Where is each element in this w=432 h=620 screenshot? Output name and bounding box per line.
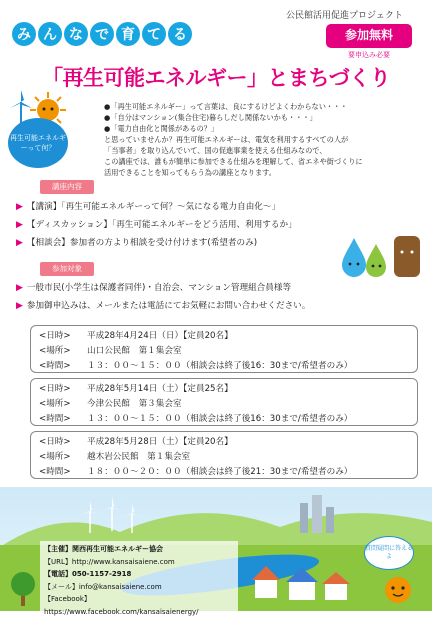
activity-item: ▶ 【ディスカッション】「再生可能エネルギーをどう活用、利用するか」 (16, 220, 297, 230)
project-name: 公民館活用促進プロジェクト (286, 11, 403, 21)
session-date: 平成28年4月24日（日）【定員20名】 (87, 331, 233, 341)
organizer-line: 【電話】050-1157-2918 (44, 570, 132, 578)
intro-line: と思っていませんか？再生可能エネルギーは、電気を利用するすべての人が (104, 135, 349, 144)
intro-bubble: 再生可能エネルギーって何？ (8, 118, 68, 168)
activity-item: ▶ 【相談会】参加者の方より相談を受け付けます(希望者のみ) (16, 238, 258, 248)
session-time-key: <時間> (39, 361, 71, 371)
triangle-bullet-icon: ▶ (16, 202, 23, 212)
intro-line: ●「自分はマンション(集合住宅)暮らしだし関係ないかも・・・」 (104, 113, 317, 122)
session-date-key: <日時> (39, 437, 71, 447)
intro-line: ●「再生可能エネルギー」って言葉は、良にするけどよくわからない・・・ (104, 102, 348, 111)
title-circle: ん (38, 22, 62, 46)
session-date-key: <日時> (39, 384, 71, 394)
organizer-line: 【Facebook】https://www.facebook.com/kansaisaienergy/ (44, 595, 199, 616)
session-place-key: <場所> (39, 452, 71, 462)
targets-heading: 参加対象 (40, 262, 94, 276)
organizer-info (40, 541, 238, 620)
title-circle: て (142, 22, 166, 46)
free-badge: 参加無料 (326, 24, 412, 48)
session-place-key: <場所> (39, 346, 71, 356)
session-time-key: <時間> (39, 467, 71, 477)
session-place: 今津公民館 第３集会室 (87, 399, 182, 409)
intro-line: ●「電力自由化と関係があるの？」 (104, 124, 219, 133)
triangle-bullet-icon: ▶ (16, 238, 23, 248)
intro-line: この講座では、誰もが簡単に参加できる仕組みを理解して、省エネや街づくりに (104, 157, 363, 166)
session-time-key: <時間> (39, 414, 71, 424)
target-item: ▶ 一般市民(小学生は保護者同伴)・自治会、マンション管理組合員様等 (16, 283, 292, 293)
organizer-line: 【メール】info@kansaisaiene.com (44, 582, 162, 591)
session-date-key: <日時> (39, 331, 71, 341)
triangle-bullet-icon: ▶ (16, 283, 23, 293)
organizer-line: 【主催】関西再生可能エネルギー協会 (44, 545, 163, 553)
free-badge-sub: 要申込み必要 (348, 51, 390, 59)
session-place-key: <場所> (39, 399, 71, 409)
title-circle: み (12, 22, 36, 46)
title-circle: 育 (116, 22, 140, 46)
targets-list (16, 279, 310, 315)
session-date: 平成28年5月14日（土）【定員25名】 (87, 384, 233, 394)
session-time: １３：００～１５：００（相談会は終了後16：30まで/希望者のみ） (87, 361, 353, 371)
hills-windmills-icon (0, 487, 432, 547)
activities-heading: 講座内容 (40, 180, 94, 194)
houses-icon (252, 560, 352, 606)
activity-item: ▶ 【講演】「再生可能エネルギーって何？～気になる電力自由化～」 (16, 202, 281, 212)
tree-icon (8, 568, 38, 606)
session-time: １８：００～２０：００（相談会は終了後21：30まで/希望者のみ） (87, 467, 353, 477)
intro-text (104, 101, 422, 178)
session-place: 越木岩公民館 第１集会室 (87, 452, 191, 462)
session-box (30, 325, 418, 373)
triangle-bullet-icon: ▶ (16, 220, 23, 230)
session-date: 平成28年5月28日（土）【定員20名】 (87, 437, 233, 447)
qa-bubble: 質問疑問に答えるよ (364, 536, 414, 570)
main-title: 「再生可能エネルギー」とまちづくり (42, 66, 391, 90)
session-time: １３：００～１５：００（相談会は終了後16：30まで/希望者のみ） (87, 414, 353, 424)
title-circle: る (168, 22, 192, 46)
target-item: ▶ 参加御申込みは、メールまたは電話にてお気軽にお問い合わせください。 (16, 301, 311, 311)
session-box (30, 431, 418, 479)
title-circles (12, 22, 192, 46)
intro-line: 「当事者」を取り込んでいて、国の促進事業を使える仕組みなので、 (104, 146, 327, 155)
session-place: 山口公民館 第１集会室 (87, 346, 182, 356)
activities-list (16, 198, 297, 252)
intro-line: 活用できることを知ってもらう為の講座となります。 (104, 168, 276, 177)
title-circle: で (90, 22, 114, 46)
title-circle: な (64, 22, 88, 46)
sun-character-small-icon (378, 572, 418, 608)
drop-characters-icon (340, 232, 426, 278)
triangle-bullet-icon: ▶ (16, 301, 23, 311)
session-box (30, 378, 418, 426)
organizer-line: 【URL】http://www.kansaisaiene.com (44, 557, 175, 566)
